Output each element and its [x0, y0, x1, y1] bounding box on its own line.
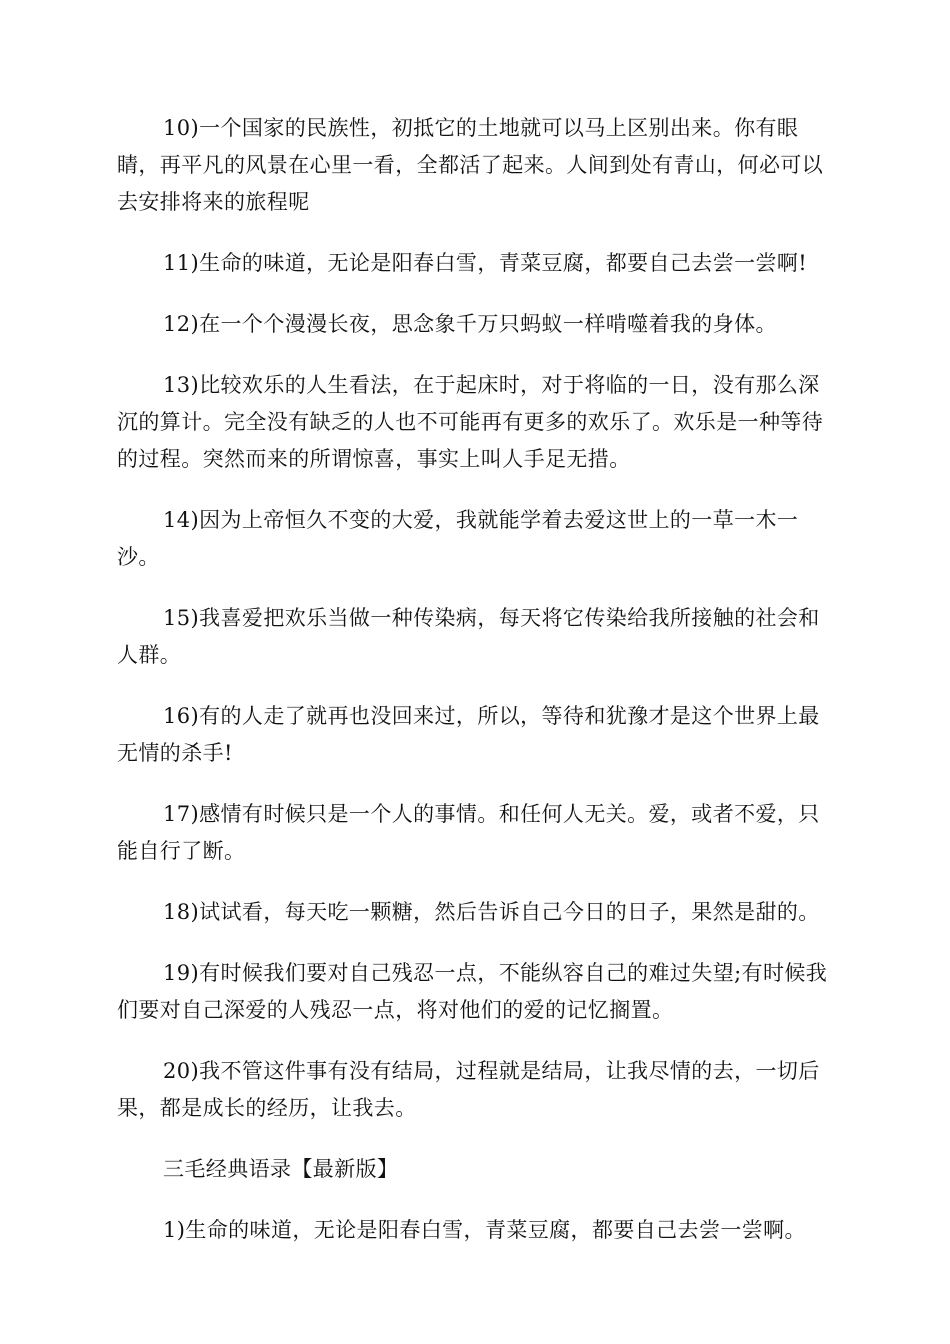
quote-paragraph: 14)因为上帝恒久不变的大爱，我就能学着去爱这世上的一草一木一沙。 — [117, 508, 799, 569]
quote-paragraph: 19)有时候我们要对自己残忍一点，不能纵容自己的难过失望;有时候我们要对自己深爱的人残忍一点，将对他们的爱的记忆搁置。 — [117, 961, 828, 1022]
quote-paragraph: 20)我不管这件事有没有结局，过程就是结局，让我尽情的去，一切后果，都是成长的经历，让我去。 — [117, 1059, 820, 1120]
quote-paragraph: 18)试试看，每天吃一颗糖，然后告诉自己今日的日子，果然是甜的。 — [163, 900, 820, 924]
section-heading: 三毛经典语录【最新版】 — [163, 1157, 399, 1181]
quote-paragraph: 16)有的人走了就再也没回来过，所以，等待和犹豫才是这个世界上最无情的杀手! — [117, 704, 820, 765]
quote-paragraph: 11)生命的味道，无论是阳春白雪，青菜豆腐，都要自己去尝一尝啊! — [163, 251, 808, 275]
quote-paragraph: 12)在一个个漫漫长夜，思念象千万只蚂蚁一样啃噬着我的身体。 — [163, 312, 777, 336]
quote-paragraph: 1)生命的味道，无论是阳春白雪，青菜豆腐，都要自己去尝一尝啊。 — [163, 1218, 806, 1242]
quote-paragraph: 17)感情有时候只是一个人的事情。和任何人无关。爱，或者不爱，只能自行了断。 — [117, 802, 820, 863]
quote-paragraph: 13)比较欢乐的人生看法，在于起床时，对于将临的一日，没有那么深沉的算计。完全没有缺乏的人也不可能再有更多的欢乐了。欢乐是一种等待的过程。突然而来的所谓惊喜，事实上叫人手足无措。 — [117, 373, 824, 471]
quote-paragraph: 10)一个国家的民族性，初抵它的土地就可以马上区别出来。你有眼睛，再平凡的风景在心里一看，全都活了起来。人间到处有青山，何必可以去安排将来的旅程呢 — [117, 116, 824, 214]
document-body — [117, 110, 833, 1273]
quote-paragraph: 15)我喜爱把欢乐当做一种传染病，每天将它传染给我所接触的社会和人群。 — [117, 606, 820, 667]
